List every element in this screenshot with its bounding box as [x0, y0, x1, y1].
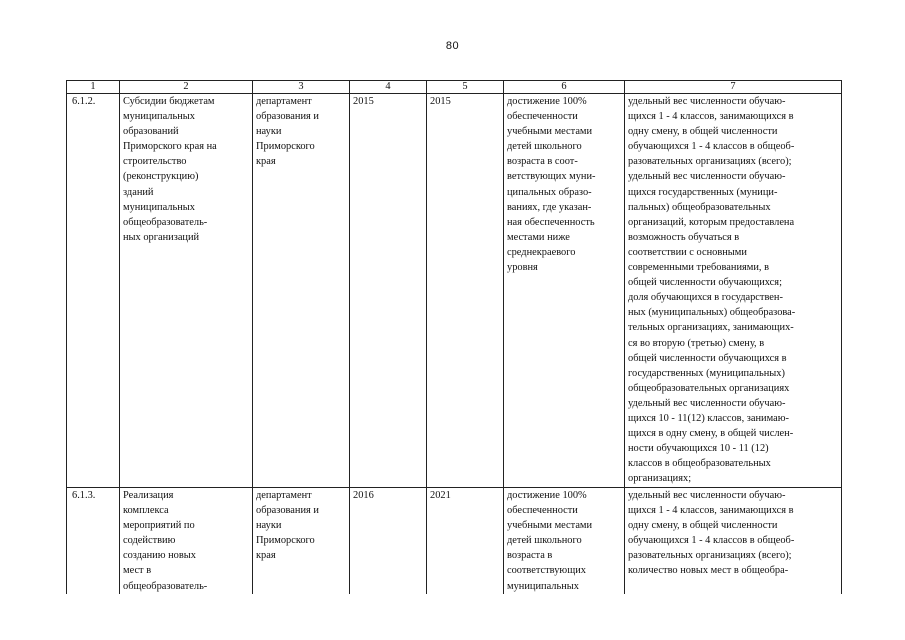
page-number: 80: [445, 40, 460, 52]
column-header-6: 6: [504, 81, 625, 94]
activity-start-year: 2015: [350, 94, 427, 488]
column-header-7: 7: [625, 81, 842, 94]
activity-end-year: 2015: [427, 94, 504, 488]
column-header-2: 2: [120, 81, 253, 94]
activity-name: Субсидии бюджетам муниципальных образований Приморского края на строительство (реконструкцию) зданий муниципальных общеобразователь- ных организаций: [120, 94, 253, 488]
column-header-4: 4: [350, 81, 427, 94]
activity-expected-result: достижение 100% обеспеченности учебными местами детей школьного возраста в соот- ветствующих муни- ципальных образо- ваниях, где указан- ная обеспеченность местами ниже среднекраевого уровня: [504, 94, 625, 488]
activity-number: 6.1.3.: [67, 488, 120, 594]
table-row: [67, 94, 842, 488]
activity-indicators: удельный вес численности обучаю- щихся 1 - 4 классов, занимающихся в одну смену, в общей численности обучающихся 1 - 4 классов в общеоб- разовательных организациях (всего); удельный вес численности обучаю- щихся государственных (муници- пальных) общеобразовательных организаций, которым предоставлена возможность обучаться в соответствии с основными современными требованиями, в общей численности обучающихся; доля обучающихся в государствен- ных (муниципальных) общеобразова- тельных организациях, занимающих- ся во вторую (третью) смену, в общей численности обучающихся в государственных (муниципальных) общеобразовательных организациях удельный вес численности обучаю- щихся 10 - 11(12) классов, занимаю- щихся в одну смену, в общей числен- ности обучающихся 10 - 11 (12) классов в общеобразовательных организациях;: [625, 94, 842, 488]
column-number-header-row: [67, 81, 842, 94]
activity-start-year: 2016: [350, 488, 427, 594]
activity-executor: департамент образования и науки Приморского края: [253, 488, 350, 594]
activity-number: 6.1.2.: [67, 94, 120, 488]
activity-expected-result: достижение 100% обеспеченности учебными местами детей школьного возраста в соответствующих муниципальных: [504, 488, 625, 594]
column-header-5: 5: [427, 81, 504, 94]
activity-name: Реализация комплекса мероприятий по содействию созданию новых мест в общеобразователь-: [120, 488, 253, 594]
column-header-3: 3: [253, 81, 350, 94]
activity-indicators: удельный вес численности обучаю- щихся 1 - 4 классов, занимающихся в одну смену, в общей численности обучающихся 1 - 4 классов в общеоб- разовательных организациях (всего); количество новых мест в общеобра-: [625, 488, 842, 594]
column-header-1: 1: [67, 81, 120, 94]
activity-executor: департамент образования и науки Приморского края: [253, 94, 350, 488]
table-row: [67, 488, 842, 594]
program-activities-table: [66, 80, 842, 594]
activity-end-year: 2021: [427, 488, 504, 594]
